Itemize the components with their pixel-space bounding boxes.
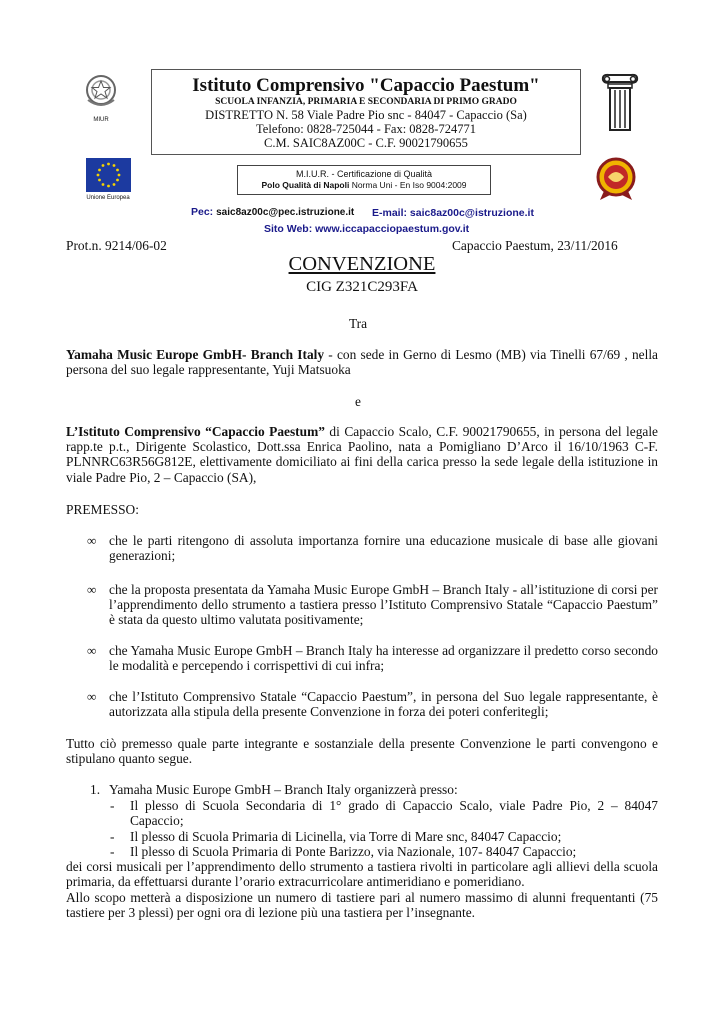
quality-line2-rest: Norma Uni - En Iso 9004:2009 <box>349 180 467 190</box>
plesso-dash-3: - <box>110 844 115 859</box>
pec-address[interactable]: saic8az00c@pec.istruzione.it <box>216 207 355 218</box>
column-capital-icon <box>600 72 640 134</box>
miur-logo-label: MIUR <box>93 117 109 123</box>
protocol-number: Prot.n. 9214/06-02 <box>66 238 167 253</box>
plesso-dash-1: - <box>110 798 115 813</box>
place-date: Capaccio Paestum, 23/11/2016 <box>452 238 618 253</box>
plesso-dash-2: - <box>110 829 115 844</box>
quality-line1: M.I.U.R. - Certificazione di Qualità <box>295 169 433 179</box>
quality-certification-box <box>237 165 491 195</box>
school-name: Istituto Comprensivo "Capaccio Paestum" <box>192 75 540 96</box>
school-phone: Telefono: 0828-725044 - Fax: 0828-724771 <box>256 122 476 136</box>
italian-emblem-icon <box>84 72 118 110</box>
plesso-2: Il plesso di Scuola Primaria di Licinella, via Torre di Mare snc, 84047 Capaccio; <box>130 829 562 844</box>
corsi-paragraph: dei corsi musicali per l’apprendimento dello strumento a tastiera rivolti in particolare agli allievi della scuola primaria, da effettuarsi durante l’orario extracurricolare antimeridiano e pomeridiano. <box>66 859 658 890</box>
premise-bullet-1: ∞ <box>87 533 97 548</box>
school-address: DISTRETTO N. 58 Viale Padre Pio snc - 84047 - Capaccio (Sa) <box>205 108 527 122</box>
premesso-heading: PREMESSO: <box>66 502 139 517</box>
premise-bullet-3: ∞ <box>87 643 97 658</box>
party-one-details: - con sede in Gerno di Lesmo (MB) via Tinelli 67/69 , nella persona del suo legale rappresentante, Yuji Matsuoka <box>66 347 658 378</box>
plesso-3: Il plesso di Scuola Primaria di Ponte Barizzo, via Nazionale, 107- 84047 Capaccio; <box>130 844 577 859</box>
document-title: CONVENZIONE <box>288 253 436 275</box>
pec-contact <box>191 206 354 218</box>
school-codes: C.M. SAIC8AZ00C - C.F. 90021790655 <box>264 136 468 150</box>
item-1-number: 1. <box>90 782 101 797</box>
school-header <box>151 69 581 155</box>
eu-flag-icon <box>86 158 131 192</box>
quality-line2 <box>238 180 490 191</box>
cig-code: CIG Z321C293FA <box>306 279 418 295</box>
tutto-paragraph: Tutto ciò premesso quale parte integrante e sostanziale della presente Convenzione le parti convengono e stipulano quanto segue. <box>66 736 658 767</box>
item-1-text: Yamaha Music Europe GmbH – Branch Italy organizzerà presso: <box>109 782 458 797</box>
plesso-1: Il plesso di Scuola Secondaria di 1° grado di Capaccio Scalo, viale Padre Pio, 2 – 84047 Capaccio; <box>130 798 658 829</box>
premise-2: che la proposta presentata da Yamaha Music Europe GmbH – Branch Italy - all’istituzione di corsi per l’apprendimento dello strumento a tastiera presso l’Istituto Comprensivo Statale “Capaccio Paestum” è stata da questo ultimo valutata positivamente; <box>109 582 658 628</box>
premise-3: che Yamaha Music Europe GmbH – Branch Italy ha interesse ad organizzare il predetto corso secondo le modalità e percependo i corrispettivi di cui infra; <box>109 643 658 674</box>
premise-bullet-2: ∞ <box>87 582 97 597</box>
party-one <box>66 347 658 377</box>
party-two-details: di Capaccio Scalo, C.F. 90021790655, in persona del legale rapp.te p.t., Dirigente Scolastico, Dott.ssa Enrica Paolino, nata a Pomigliano D’Arco il 16/10/1963 C-F. PLNNRC63R56G812E, elettivamente domiciliato ai fini della carica presso la sede legale della istituzione in viale Padre Pio, 2 – Capaccio (SA), <box>66 424 658 485</box>
premise-4: che l’Istituto Comprensivo Statale “Capaccio Paestum”, in persona del Suo legale rappresentante, è autorizzata alla stipula della presente Convenzione in forza dei poteri conferitegli; <box>109 689 658 720</box>
quality-line2-bold: Polo Qualità di Napoli <box>261 180 350 190</box>
email-contact[interactable]: E-mail: saic8az00c@istruzione.it <box>372 207 534 219</box>
premise-bullet-4: ∞ <box>87 689 97 704</box>
school-type: SCUOLA INFANZIA, PRIMARIA E SECONDARIA DI PRIMO GRADO <box>215 97 517 107</box>
e-label: e <box>355 394 361 409</box>
tra-label: Tra <box>348 316 368 331</box>
website-contact[interactable]: Sito Web: www.iccapacciopaestum.gov.it <box>264 223 470 235</box>
eu-logo-label: Unione Europea <box>86 195 130 201</box>
pec-label: Pec: <box>191 206 217 218</box>
scopo-paragraph: Allo scopo metterà a disposizione un numero di tastiere pari al numero massimo di alunni frequentanti (75 tastiere per 3 plessi) per ogni ora di lezione più una tastiera per l’insegnante. <box>66 890 658 921</box>
party-one-name: Yamaha Music Europe GmbH- Branch Italy <box>66 347 325 362</box>
premise-1: che le parti ritengono di assoluta importanza fornire una educazione musicale di base alle giovani generazioni; <box>109 533 658 564</box>
party-two <box>66 424 658 485</box>
quality-seal-icon <box>596 157 636 201</box>
party-two-name: L’Istituto Comprensivo “Capaccio Paestum” <box>66 424 325 439</box>
